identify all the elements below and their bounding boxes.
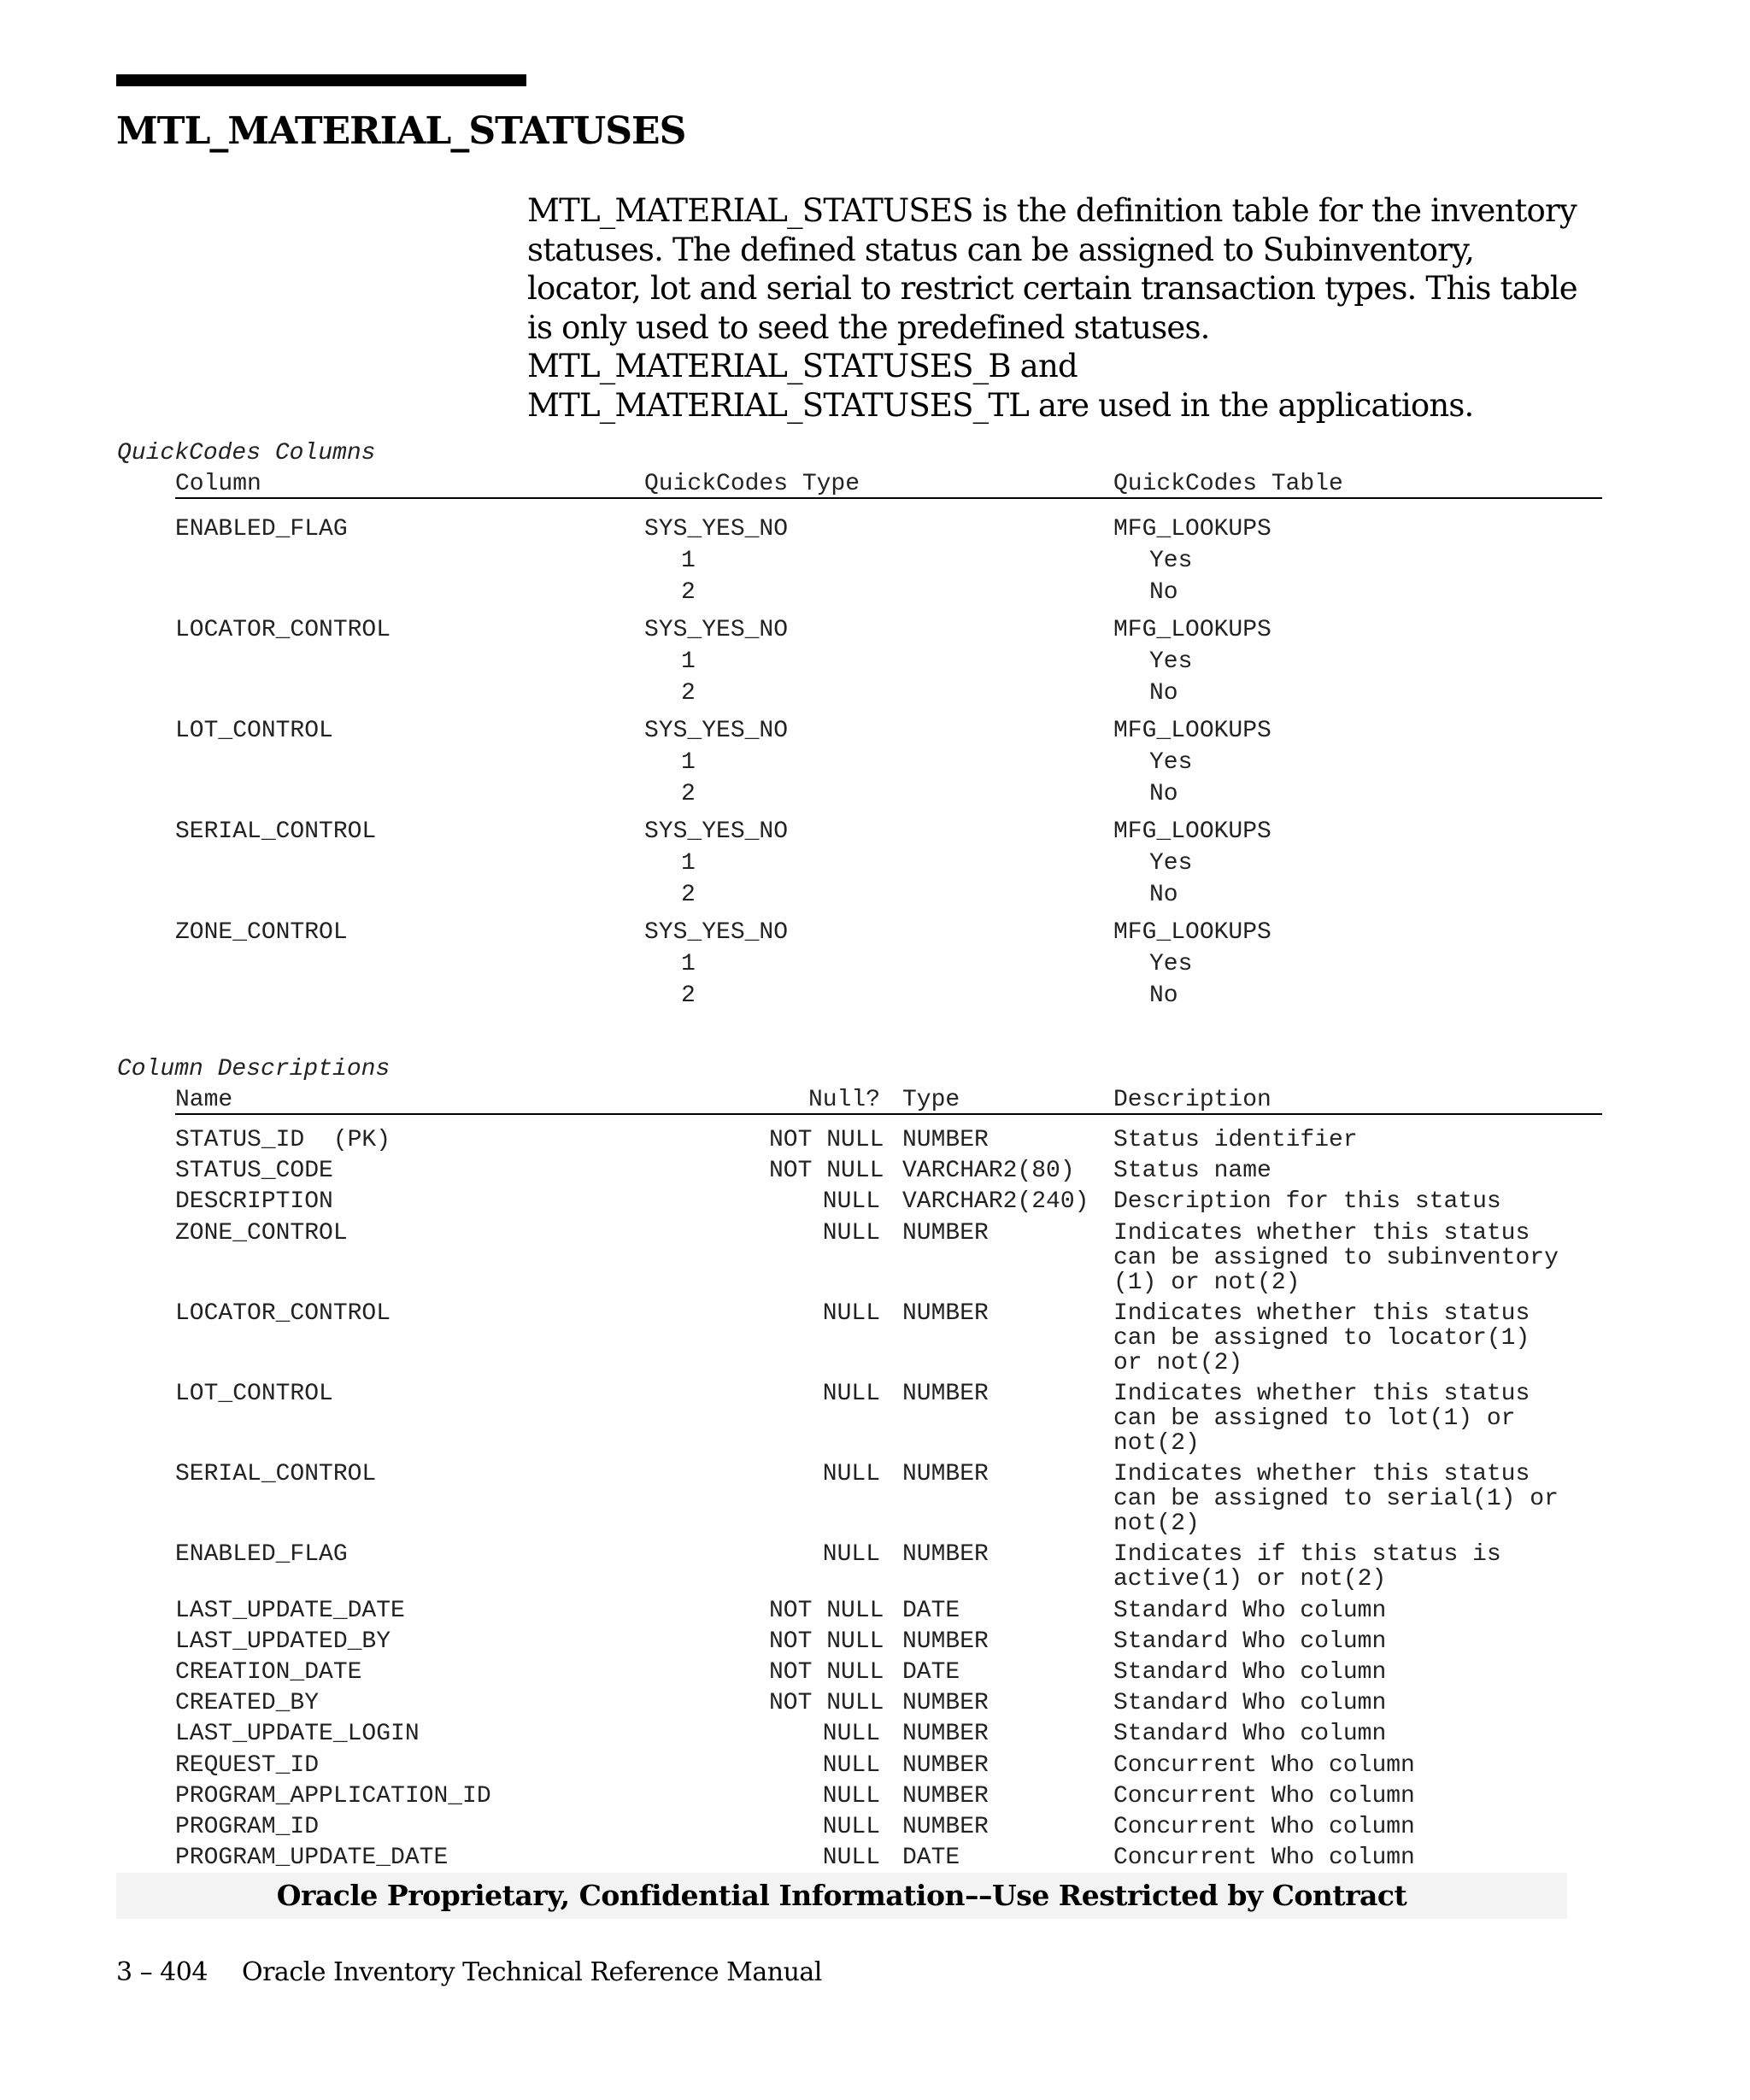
column-name: LOCATOR_CONTROL [175,1299,391,1327]
quickcodes-header-table: QuickCodes Table [1113,471,1343,497]
column-name: LOT_CONTROL [175,1381,333,1407]
column-name: LAST_UPDATED_BY [175,1628,391,1655]
column-null: NOT NULL [769,1690,884,1717]
quickcodes-type: SYS_YES_NO [644,617,789,643]
quickcodes-column-name: ENABLED_FLAG [175,516,348,543]
column-null: NULL [822,1188,880,1216]
quickcodes-value-code: 2 [681,680,696,707]
column-name: SERIAL_CONTROL [175,1461,377,1488]
quickcodes-table-name: MFG_LOOKUPS [1113,919,1271,946]
column-null: NULL [822,1219,880,1247]
column-name: REQUEST_ID [175,1751,320,1779]
descriptions-section-label: Column Descriptions [117,1056,391,1082]
column-type: DATE [902,1845,960,1872]
column-type: NUMBER [902,1782,989,1810]
quickcodes-value-meaning: Yes [1149,749,1193,776]
column-description-line: not(2) [1113,1430,1200,1457]
column-name: LAST_UPDATE_DATE [175,1597,405,1624]
column-type: DATE [902,1597,960,1624]
quickcodes-header-type: QuickCodes Type [644,471,860,497]
column-name: DESCRIPTION [175,1188,333,1216]
quickcodes-header-column: Column [175,471,261,497]
quickcodes-type: SYS_YES_NO [644,919,789,946]
column-description-line: Standard Who column [1113,1690,1387,1717]
intro-paragraph: MTL_MATERIAL_STATUSES is the definition table for the inventory statuses. The defined status can be assigned to Subinventory, locator, lot and serial to restrict certain transaction types. This table is only used to seed the predefined statuses. MTL_MATERIAL_STATUSES_B and MTL_MATERIAL_STATUSES_TL are used in the applications. [527,192,1577,424]
column-description-line: Indicates whether this status [1113,1461,1530,1488]
column-description-line: Indicates whether this status [1113,1299,1530,1327]
column-type: VARCHAR2(240) [902,1188,1089,1216]
column-type: NUMBER [902,1381,989,1407]
column-type: DATE [902,1659,960,1686]
column-description-line: Concurrent Who column [1113,1814,1415,1840]
quickcodes-value-meaning: Yes [1149,648,1193,675]
quickcodes-value-code: 2 [681,882,696,908]
column-description-line: (1) or not(2) [1113,1269,1301,1296]
column-null: NULL [822,1541,880,1569]
column-null: NULL [822,1461,880,1488]
column-description-line: not(2) [1113,1510,1200,1538]
quickcodes-type: SYS_YES_NO [644,718,789,744]
column-description-line: Description for this status [1113,1188,1501,1216]
quickcodes-value-meaning: Yes [1149,548,1193,574]
column-description-line: Indicates whether this status [1113,1381,1530,1407]
quickcodes-column-name: SERIAL_CONTROL [175,818,377,845]
column-null: NULL [822,1751,880,1779]
column-type: NUMBER [902,1690,989,1717]
column-name: STATUS_ID (PK) [175,1127,391,1153]
column-description-line: Standard Who column [1113,1628,1387,1655]
footer-page-number: 3 – 404 [116,1957,208,1987]
confidentiality-banner: Oracle Proprietary, Confidential Information––Use Restricted by Contract [116,1873,1567,1919]
quickcodes-value-meaning: No [1149,983,1178,1009]
quickcodes-value-meaning: Yes [1149,850,1193,877]
column-description-line: Concurrent Who column [1113,1751,1415,1779]
column-description-line: can be assigned to subinventory [1113,1244,1559,1271]
quickcodes-value-code: 1 [681,648,696,675]
column-type: VARCHAR2(80) [902,1158,1075,1185]
page-title: MTL_MATERIAL_STATUSES [116,109,686,153]
quickcodes-value-code: 1 [681,548,696,574]
column-type: NUMBER [902,1299,989,1327]
column-name: PROGRAM_ID [175,1814,320,1840]
column-null: NOT NULL [769,1659,884,1686]
column-type: NUMBER [902,1628,989,1655]
column-type: NUMBER [902,1814,989,1840]
quickcodes-value-code: 1 [681,749,696,776]
column-null: NULL [822,1299,880,1327]
descriptions-header-null: Null? [807,1087,880,1113]
column-description-line: Concurrent Who column [1113,1845,1415,1872]
quickcodes-header-rule [175,497,1602,499]
quickcodes-column-name: LOT_CONTROL [175,718,333,744]
column-description-line: Status identifier [1113,1127,1358,1153]
quickcodes-value-code: 1 [681,951,696,977]
quickcodes-section-label: QuickCodes Columns [117,440,376,466]
quickcodes-table-name: MFG_LOOKUPS [1113,516,1271,543]
quickcodes-table-name: MFG_LOOKUPS [1113,818,1271,845]
column-type: NUMBER [902,1541,989,1569]
column-null: NULL [822,1721,880,1748]
descriptions-header-name: Name [175,1087,233,1113]
column-type: NUMBER [902,1751,989,1779]
column-name: ENABLED_FLAG [175,1541,348,1569]
quickcodes-table-name: MFG_LOOKUPS [1113,617,1271,643]
column-description-line: can be assigned to lot(1) or [1113,1405,1516,1432]
column-null: NULL [822,1782,880,1810]
column-null: NULL [822,1381,880,1407]
quickcodes-value-code: 2 [681,579,696,606]
quickcodes-value-code: 2 [681,983,696,1009]
column-name: PROGRAM_UPDATE_DATE [175,1845,449,1872]
column-type: NUMBER [902,1127,989,1153]
column-null: NOT NULL [769,1597,884,1624]
quickcodes-type: SYS_YES_NO [644,516,789,543]
column-description-line: can be assigned to serial(1) or [1113,1486,1559,1513]
column-description-line: Indicates if this status is [1113,1541,1501,1569]
column-description-line: Concurrent Who column [1113,1782,1415,1810]
column-name: CREATION_DATE [175,1659,362,1686]
column-name: STATUS_CODE [175,1158,333,1185]
title-rule [116,74,526,86]
column-null: NULL [822,1845,880,1872]
column-name: ZONE_CONTROL [175,1219,348,1247]
column-name: CREATED_BY [175,1690,320,1717]
quickcodes-column-name: ZONE_CONTROL [175,919,348,946]
column-description-line: Standard Who column [1113,1659,1387,1686]
descriptions-header-rule [175,1113,1602,1115]
quickcodes-column-name: LOCATOR_CONTROL [175,617,391,643]
quickcodes-value-meaning: No [1149,579,1178,606]
column-name: PROGRAM_APPLICATION_ID [175,1782,491,1810]
quickcodes-value-meaning: No [1149,882,1178,908]
column-description-line: active(1) or not(2) [1113,1566,1387,1593]
column-null: NULL [822,1814,880,1840]
column-description-line: can be assigned to locator(1) [1113,1324,1530,1352]
column-name: LAST_UPDATE_LOGIN [175,1721,420,1748]
column-description-line: Status name [1113,1158,1271,1185]
column-type: NUMBER [902,1219,989,1247]
quickcodes-value-meaning: No [1149,680,1178,707]
column-description-line: Standard Who column [1113,1597,1387,1624]
quickcodes-table-name: MFG_LOOKUPS [1113,718,1271,744]
descriptions-header-description: Description [1113,1087,1271,1113]
column-description-line: or not(2) [1113,1349,1243,1376]
quickcodes-value-code: 2 [681,781,696,807]
column-type: NUMBER [902,1461,989,1488]
descriptions-header-type: Type [902,1087,960,1113]
quickcodes-value-meaning: Yes [1149,951,1193,977]
footer-manual-title: Oracle Inventory Technical Reference Manual [242,1957,822,1987]
quickcodes-type: SYS_YES_NO [644,818,789,845]
quickcodes-value-code: 1 [681,850,696,877]
quickcodes-value-meaning: No [1149,781,1178,807]
column-null: NOT NULL [769,1127,884,1153]
column-null: NOT NULL [769,1158,884,1185]
column-type: NUMBER [902,1721,989,1748]
column-description-line: Standard Who column [1113,1721,1387,1748]
column-null: NOT NULL [769,1628,884,1655]
column-description-line: Indicates whether this status [1113,1219,1530,1247]
